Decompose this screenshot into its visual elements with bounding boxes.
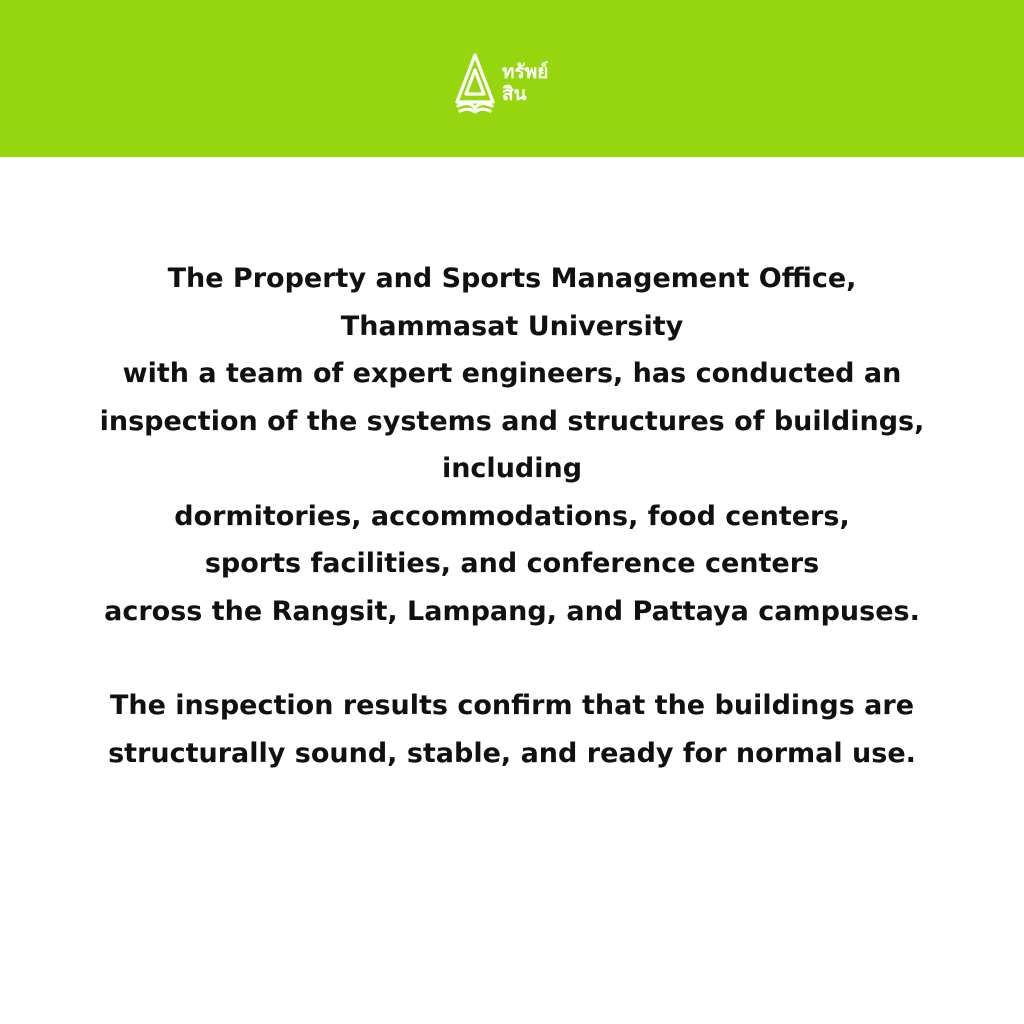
brand-wordmark (502, 61, 548, 105)
paragraph-inspection-scope (40, 255, 984, 635)
text-line: Thammasat University (340, 310, 684, 342)
text-line: structurally sound, stable, and ready for normal use. (108, 737, 916, 769)
text-line: The Property and Sports Management Office, (167, 263, 857, 294)
brand-wordmark-line-1: ทรัพย์ (502, 61, 549, 83)
text-line: with a team of expert engineers, has conducted an (122, 358, 902, 389)
paragraph-inspection-results (40, 682, 984, 777)
text-line: The inspection results confirm that the buildings are (109, 690, 915, 721)
text-line: including (441, 453, 583, 484)
text-line: sports facilities, and conference centers (204, 548, 820, 579)
mountain-book-logo-icon (454, 52, 496, 114)
text-line: inspection of the systems and structures of buildings, (99, 405, 925, 437)
brand-wordmark-line-2: สิน (502, 83, 527, 105)
header-band (0, 0, 1024, 157)
text-line: dormitories, accommodations, food centers, (174, 500, 850, 532)
announcement-body (40, 255, 984, 777)
text-line: across the Rangsit, Lampang, and Pattaya campuses. (104, 595, 920, 627)
brand-logo (454, 50, 584, 116)
